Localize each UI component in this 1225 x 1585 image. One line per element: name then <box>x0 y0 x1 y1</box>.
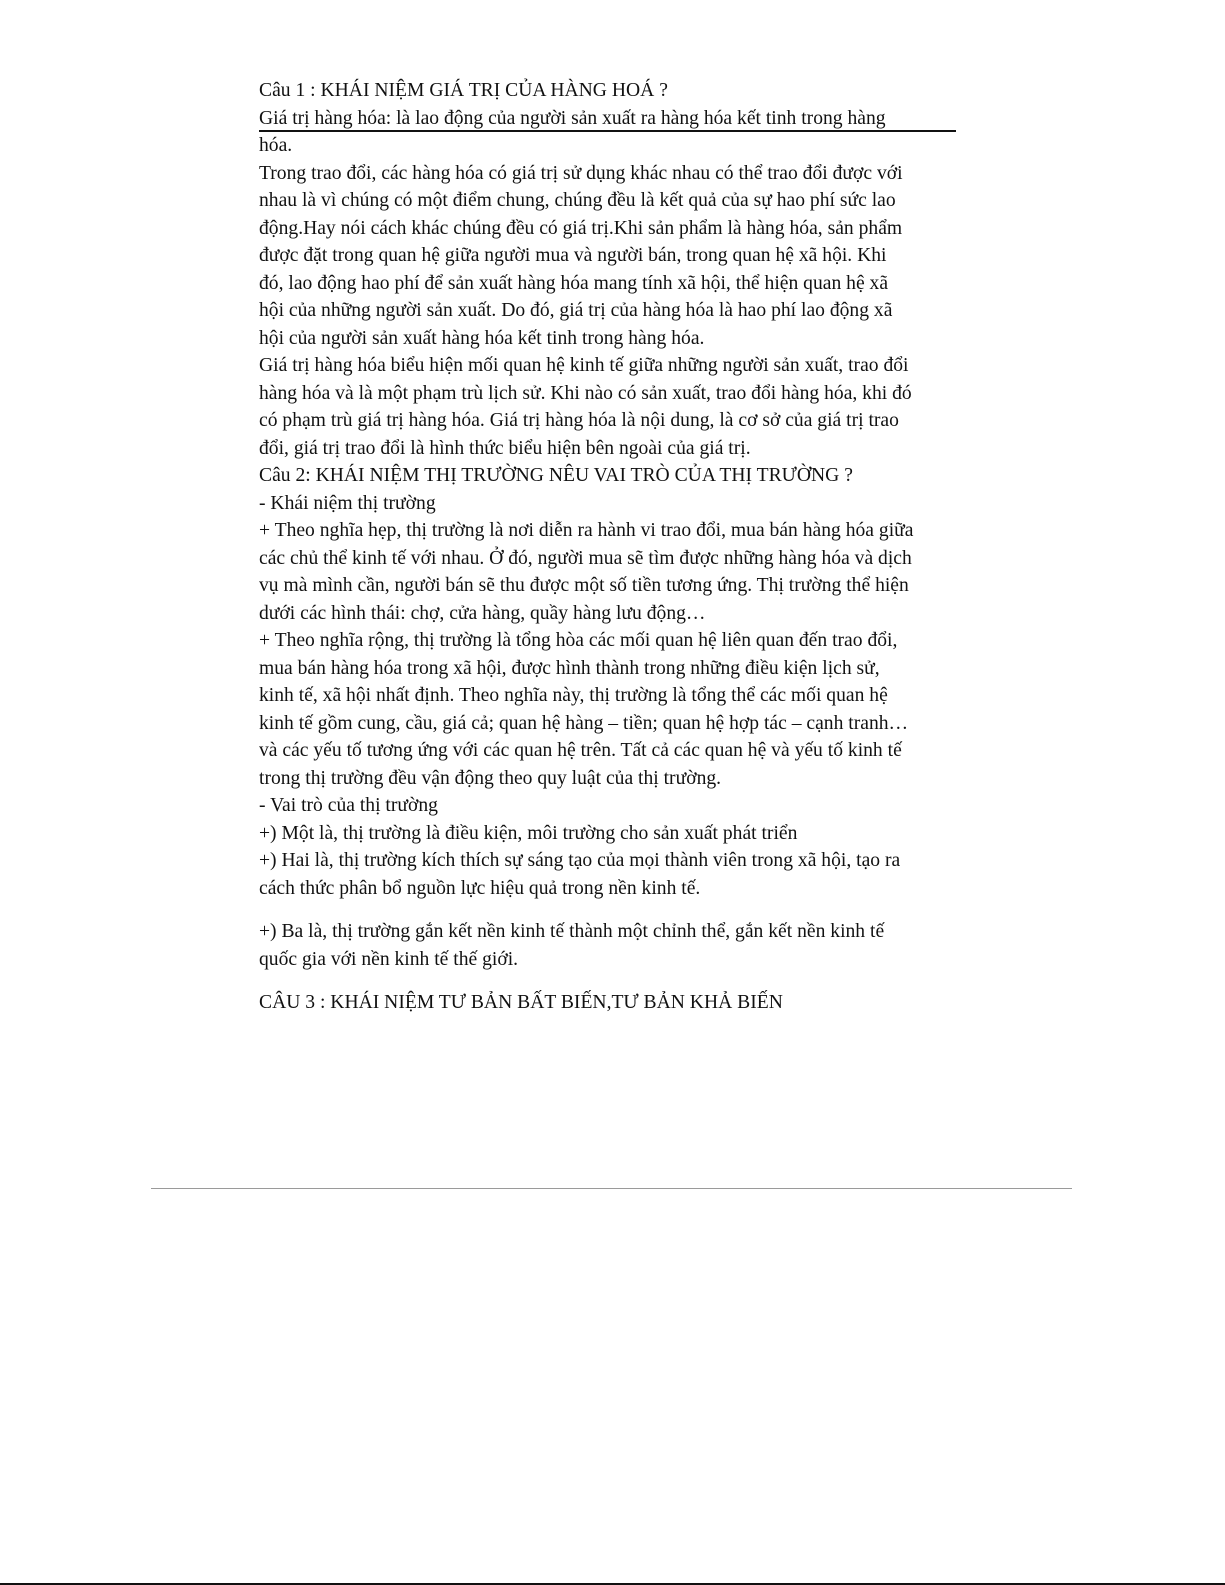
text-line: hàng hóa và là một phạm trù lịch sử. Khi nào có sản xuất, trao đổi hàng hóa, khi đó <box>259 382 912 404</box>
text-line: +) Hai là, thị trường kích thích sự sáng tạo của mọi thành viên trong xã hội, tạo ra <box>259 850 901 871</box>
question-2-heading: Câu 2: KHÁI NIỆM THỊ TRƯỜNG NÊU VAI TRÒ CỦA THỊ TRƯỜNG ? <box>259 465 853 486</box>
market-role-heading: - Vai trò của thị trường <box>259 795 438 816</box>
text-line: mua bán hàng hóa trong xã hội, được hình thành trong những điều kiện lịch sử, <box>259 657 880 679</box>
text-line: vụ mà mình cần, người bán sẽ thu được một số tiền tương ứng. Thị trường thể hiện <box>259 575 909 596</box>
text-line: + Theo nghĩa hẹp, thị trường là nơi diễn ra hành vi trao đổi, mua bán hàng hóa giữa <box>259 520 914 541</box>
text-line: có phạm trù giá trị hàng hóa. Giá trị hàng hóa là nội dung, là cơ sở của giá trị trao <box>259 410 899 431</box>
text-line: kinh tế, xã hội nhất định. Theo nghĩa này, thị trường là tổng thể các mối quan hệ <box>259 685 888 706</box>
text-line: kinh tế gồm cung, cầu, giá cả; quan hệ hàng – tiền; quan hệ hợp tác – cạnh tranh… <box>259 712 909 734</box>
text-line: +) Ba là, thị trường gắn kết nền kinh tế thành một chỉnh thể, gắn kết nền kinh tế <box>259 921 885 942</box>
text-line: dưới các hình thái: chợ, cửa hàng, quầy hàng lưu động… <box>259 602 706 624</box>
page-divider <box>151 1188 1072 1189</box>
text-line: + Theo nghĩa rộng, thị trường là tổng hòa các mối quan hệ liên quan đến trao đổi, <box>259 630 898 651</box>
question-1-heading: Câu 1 : KHÁI NIỆM GIÁ TRỊ CỦA HÀNG HOÁ ? <box>259 80 668 101</box>
text-line: hội của những người sản xuất. Do đó, giá trị của hàng hóa là hao phí lao động xã <box>259 300 893 321</box>
text-line: +) Một là, thị trường là điều kiện, môi trường cho sản xuất phát triển <box>259 822 798 844</box>
text-line: hội của người sản xuất hàng hóa kết tinh trong hàng hóa. <box>259 327 705 349</box>
paragraph-gap <box>259 902 974 918</box>
text-line: nhau là vì chúng có một điểm chung, chúng đều là kết quả của sự hao phí sức lao <box>259 190 896 211</box>
text-line: các chủ thể kinh tế với nhau. Ở đó, người mua sẽ tìm được những hàng hóa và dịch <box>259 547 912 569</box>
document-body <box>259 77 974 1017</box>
text-line: hóa. <box>259 135 293 156</box>
value-definition-line: Giá trị hàng hóa: là lao động của người sản xuất ra hàng hóa kết tinh trong hàng <box>259 105 956 133</box>
question-3-heading: CÂU 3 : KHÁI NIỆM TƯ BẢN BẤT BIẾN,TƯ BẢN KHẢ BIẾN <box>259 992 783 1013</box>
text-line: Trong trao đổi, các hàng hóa có giá trị sử dụng khác nhau có thể trao đổi được với <box>259 162 903 184</box>
text-line: trong thị trường đều vận động theo quy luật của thị trường. <box>259 767 722 789</box>
paragraph-gap <box>259 973 974 989</box>
text-line: đổi, giá trị trao đổi là hình thức biểu hiện bên ngoài của giá trị. <box>259 437 751 459</box>
text-line: quốc gia với nền kinh tế thế giới. <box>259 948 519 970</box>
text-line: được đặt trong quan hệ giữa người mua và người bán, trong quan hệ xã hội. Khi <box>259 245 887 266</box>
text-line: đó, lao động hao phí để sản xuất hàng hóa mang tính xã hội, thể hiện quan hệ xã <box>259 272 889 294</box>
text-line: Giá trị hàng hóa biểu hiện mối quan hệ kinh tế giữa những người sản xuất, trao đổi <box>259 355 909 376</box>
market-concept-heading: - Khái niệm thị trường <box>259 492 436 514</box>
text-line: cách thức phân bổ nguồn lực hiệu quả trong nền kinh tế. <box>259 877 701 899</box>
text-line: động.Hay nói cách khác chúng đều có giá trị.Khi sản phẩm là hàng hóa, sản phẩm <box>259 217 903 239</box>
text-line: và các yếu tố tương ứng với các quan hệ trên. Tất cả các quan hệ và yếu tố kinh tế <box>259 740 902 761</box>
